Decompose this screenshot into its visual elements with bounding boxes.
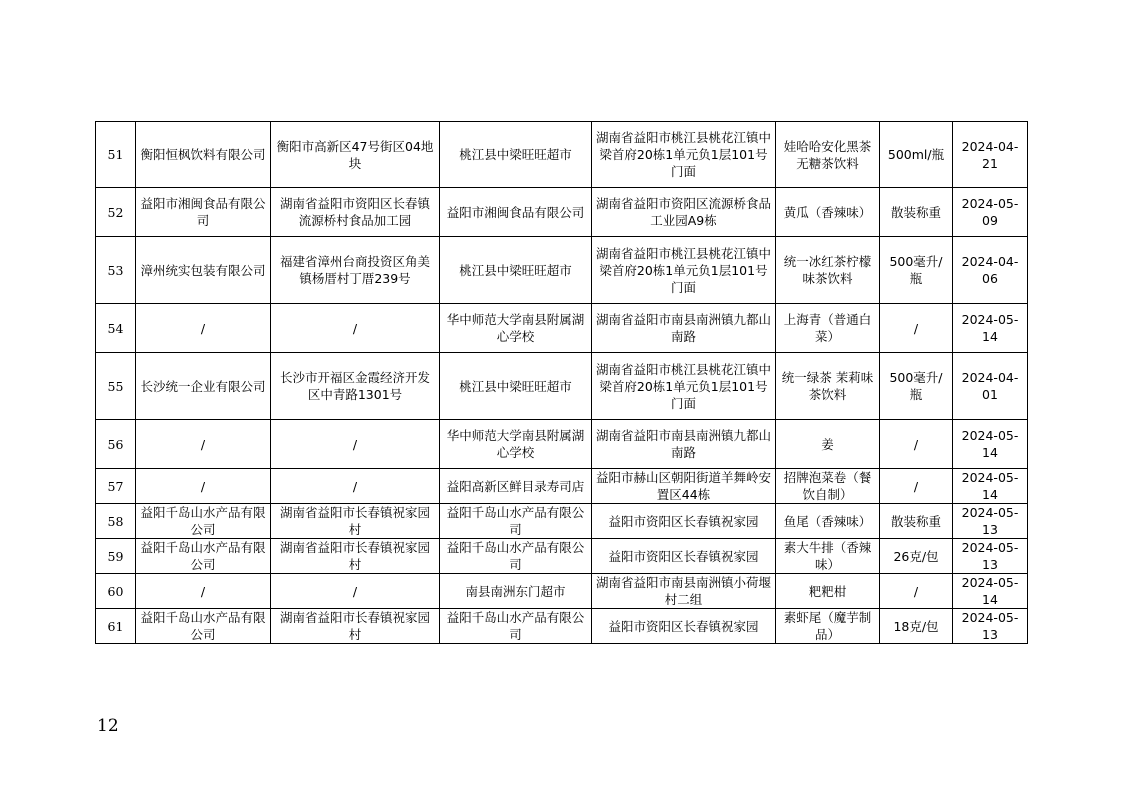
production-date-cell: 2024-05-14 [953, 304, 1028, 353]
manufacturer-address-cell: / [271, 304, 440, 353]
row-number-cell: 51 [96, 122, 136, 188]
manufacturer-address-cell: / [271, 469, 440, 504]
product-spec-cell: 500ml/瓶 [880, 122, 953, 188]
manufacturer-name-cell: 漳州统实包装有限公司 [136, 237, 271, 304]
seller-address-cell: 湖南省益阳市桃江县桃花江镇中梁首府20栋1单元负1层101号门面 [592, 122, 776, 188]
product-spec-cell: 18克/包 [880, 609, 953, 644]
table-row [96, 574, 1028, 609]
product-name-cell: 黄瓜（香辣味） [776, 188, 880, 237]
row-number-cell: 56 [96, 420, 136, 469]
seller-name-cell: 桃江县中梁旺旺超市 [440, 237, 592, 304]
manufacturer-address-cell: 福建省漳州台商投资区角美镇杨厝村丁厝239号 [271, 237, 440, 304]
product-name-cell: 娃哈哈安化黑茶无糖茶饮料 [776, 122, 880, 188]
manufacturer-address-cell: 湖南省益阳市资阳区长春镇流源桥村食品加工园 [271, 188, 440, 237]
manufacturer-name-cell: 益阳千岛山水产品有限公司 [136, 609, 271, 644]
seller-address-cell: 益阳市资阳区长春镇祝家园 [592, 539, 776, 574]
seller-address-cell: 湖南省益阳市南县南洲镇小荷堰村二组 [592, 574, 776, 609]
table-row [96, 122, 1028, 188]
manufacturer-name-cell: 益阳千岛山水产品有限公司 [136, 504, 271, 539]
production-date-cell: 2024-04-06 [953, 237, 1028, 304]
seller-name-cell: 益阳千岛山水产品有限公司 [440, 539, 592, 574]
sampling-table [95, 121, 1028, 644]
product-spec-cell: / [880, 420, 953, 469]
seller-address-cell: 益阳市资阳区长春镇祝家园 [592, 504, 776, 539]
seller-name-cell: 桃江县中梁旺旺超市 [440, 353, 592, 420]
seller-address-cell: 湖南省益阳市桃江县桃花江镇中梁首府20栋1单元负1层101号门面 [592, 237, 776, 304]
product-name-cell: 统一冰红茶柠檬味茶饮料 [776, 237, 880, 304]
table-row [96, 609, 1028, 644]
row-number-cell: 60 [96, 574, 136, 609]
manufacturer-name-cell: / [136, 304, 271, 353]
manufacturer-address-cell: 长沙市开福区金霞经济开发区中青路1301号 [271, 353, 440, 420]
product-spec-cell: 散装称重 [880, 504, 953, 539]
manufacturer-address-cell: 湖南省益阳市长春镇祝家园村 [271, 539, 440, 574]
row-number-cell: 57 [96, 469, 136, 504]
seller-address-cell: 益阳市赫山区朝阳街道羊舞岭安置区44栋 [592, 469, 776, 504]
manufacturer-address-cell: 衡阳市高新区47号街区04地块 [271, 122, 440, 188]
row-number-cell: 52 [96, 188, 136, 237]
product-spec-cell: / [880, 469, 953, 504]
production-date-cell: 2024-04-01 [953, 353, 1028, 420]
manufacturer-name-cell: / [136, 469, 271, 504]
production-date-cell: 2024-05-14 [953, 574, 1028, 609]
manufacturer-address-cell: / [271, 420, 440, 469]
production-date-cell: 2024-05-13 [953, 504, 1028, 539]
manufacturer-name-cell: 益阳千岛山水产品有限公司 [136, 539, 271, 574]
seller-address-cell: 湖南省益阳市南县南洲镇九都山南路 [592, 304, 776, 353]
seller-name-cell: 益阳千岛山水产品有限公司 [440, 504, 592, 539]
product-name-cell: 上海青（普通白菜） [776, 304, 880, 353]
table-row [96, 539, 1028, 574]
seller-name-cell: 益阳市湘闽食品有限公司 [440, 188, 592, 237]
seller-address-cell: 湖南省益阳市桃江县桃花江镇中梁首府20栋1单元负1层101号门面 [592, 353, 776, 420]
manufacturer-name-cell: / [136, 420, 271, 469]
production-date-cell: 2024-05-09 [953, 188, 1028, 237]
product-name-cell: 粑粑柑 [776, 574, 880, 609]
manufacturer-name-cell: 益阳市湘闽食品有限公司 [136, 188, 271, 237]
production-date-cell: 2024-05-14 [953, 469, 1028, 504]
seller-address-cell: 湖南省益阳市资阳区流源桥食品工业园A9栋 [592, 188, 776, 237]
manufacturer-address-cell: 湖南省益阳市长春镇祝家园村 [271, 609, 440, 644]
production-date-cell: 2024-05-13 [953, 539, 1028, 574]
manufacturer-name-cell: / [136, 574, 271, 609]
table-row [96, 304, 1028, 353]
product-spec-cell: / [880, 574, 953, 609]
product-name-cell: 素虾尾（魔芋制品） [776, 609, 880, 644]
product-spec-cell: 散装称重 [880, 188, 953, 237]
table-row [96, 237, 1028, 304]
manufacturer-name-cell: 长沙统一企业有限公司 [136, 353, 271, 420]
product-spec-cell: / [880, 304, 953, 353]
manufacturer-address-cell: 湖南省益阳市长春镇祝家园村 [271, 504, 440, 539]
manufacturer-address-cell: / [271, 574, 440, 609]
seller-name-cell: 南县南洲东门超市 [440, 574, 592, 609]
production-date-cell: 2024-05-14 [953, 420, 1028, 469]
row-number-cell: 59 [96, 539, 136, 574]
table-row [96, 420, 1028, 469]
product-name-cell: 招牌泡菜卷（餐饮自制） [776, 469, 880, 504]
seller-name-cell: 华中师范大学南县附属湖心学校 [440, 420, 592, 469]
product-spec-cell: 26克/包 [880, 539, 953, 574]
page-number: 12 [97, 716, 119, 736]
seller-name-cell: 益阳千岛山水产品有限公司 [440, 609, 592, 644]
product-spec-cell: 500毫升/瓶 [880, 353, 953, 420]
table-row [96, 353, 1028, 420]
row-number-cell: 55 [96, 353, 136, 420]
production-date-cell: 2024-05-13 [953, 609, 1028, 644]
product-name-cell: 统一绿茶 茉莉味茶饮料 [776, 353, 880, 420]
seller-address-cell: 湖南省益阳市南县南洲镇九都山南路 [592, 420, 776, 469]
seller-address-cell: 益阳市资阳区长春镇祝家园 [592, 609, 776, 644]
production-date-cell: 2024-04-21 [953, 122, 1028, 188]
table-row [96, 469, 1028, 504]
product-name-cell: 素大牛排（香辣味） [776, 539, 880, 574]
table-row [96, 188, 1028, 237]
seller-name-cell: 桃江县中梁旺旺超市 [440, 122, 592, 188]
product-spec-cell: 500毫升/瓶 [880, 237, 953, 304]
row-number-cell: 61 [96, 609, 136, 644]
manufacturer-name-cell: 衡阳恒枫饮料有限公司 [136, 122, 271, 188]
row-number-cell: 58 [96, 504, 136, 539]
row-number-cell: 54 [96, 304, 136, 353]
product-name-cell: 姜 [776, 420, 880, 469]
product-name-cell: 鱼尾（香辣味） [776, 504, 880, 539]
row-number-cell: 53 [96, 237, 136, 304]
seller-name-cell: 益阳高新区鲜目录寿司店 [440, 469, 592, 504]
seller-name-cell: 华中师范大学南县附属湖心学校 [440, 304, 592, 353]
table-row [96, 504, 1028, 539]
